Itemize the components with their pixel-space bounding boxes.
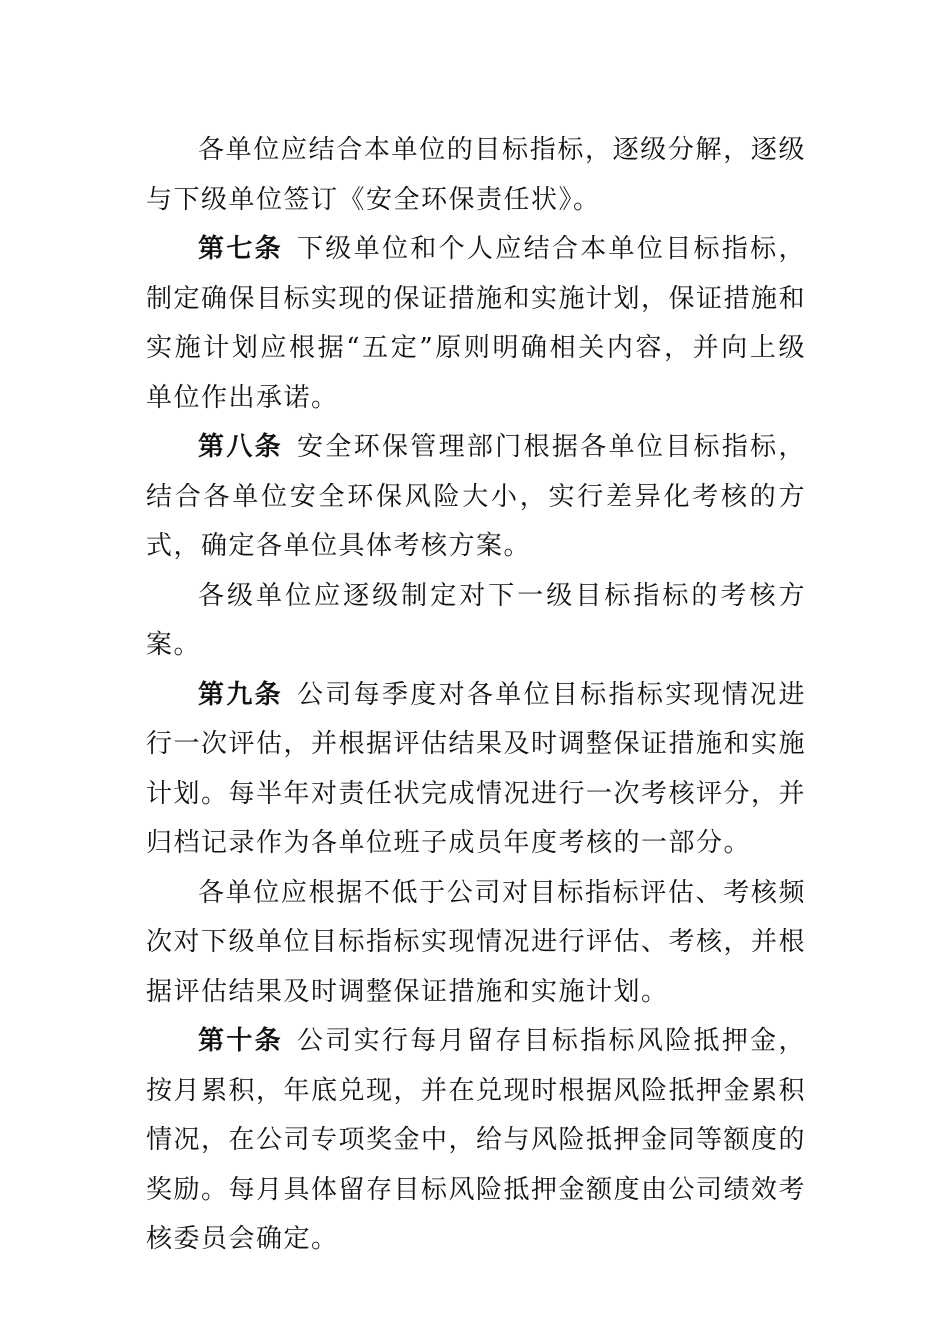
article-8 <box>146 423 806 572</box>
paragraph-text: 安全环保管理部门根据各单位目标指标，结合各单位安全环保风险大小，实行差异化考核的方式，确定各单位具体考核方案。 <box>146 432 806 561</box>
paragraph-text: 公司实行每月留存目标指标风险抵押金，按月累积，年底兑现，并在兑现时根据风险抵押金累积情况，在公司专项奖金中，给与风险抵押金同等额度的奖励。每月具体留存目标风险抵押金额度由公司绩效考核委员会确定。 <box>146 1026 807 1254</box>
paragraph-text: 各级单位应逐级制定对下一级目标指标的考核方案。 <box>146 580 806 660</box>
paragraph-text: 下级单位和个人应结合本单位目标指标，制定确保目标实现的保证措施和实施计划，保证措施和实施计划应根据“五定”原则明确相关内容，并向上级单位作出承诺。 <box>146 234 807 413</box>
paragraph-4 <box>146 572 806 671</box>
article-10 <box>146 1017 806 1265</box>
article-9 <box>146 671 806 869</box>
paragraph-text: 公司每季度对各单位目标指标实现情况进行一次评估，并根据评估结果及时调整保证措施和实施计划。每半年对责任状完成情况进行一次考核评分，并归档记录作为各单位班子成员年度考核的一部分。 <box>146 679 807 858</box>
article-heading: 第九条 <box>198 679 283 710</box>
article-heading: 第八条 <box>198 432 283 462</box>
article-heading: 第十条 <box>198 1026 283 1056</box>
article-heading: 第七条 <box>198 234 283 264</box>
document-body <box>146 126 806 1265</box>
paragraph-6 <box>146 869 806 1018</box>
paragraph-1 <box>146 126 806 225</box>
paragraph-text: 各单位应根据不低于公司对目标指标评估、考核频次对下级单位目标指标实现情况进行评估、考核，并根据评估结果及时调整保证措施和实施计划。 <box>146 877 807 1007</box>
article-7 <box>146 225 806 423</box>
paragraph-text: 各单位应结合本单位的目标指标，逐级分解，逐级与下级单位签订《安全环保责任状》。 <box>146 135 806 215</box>
